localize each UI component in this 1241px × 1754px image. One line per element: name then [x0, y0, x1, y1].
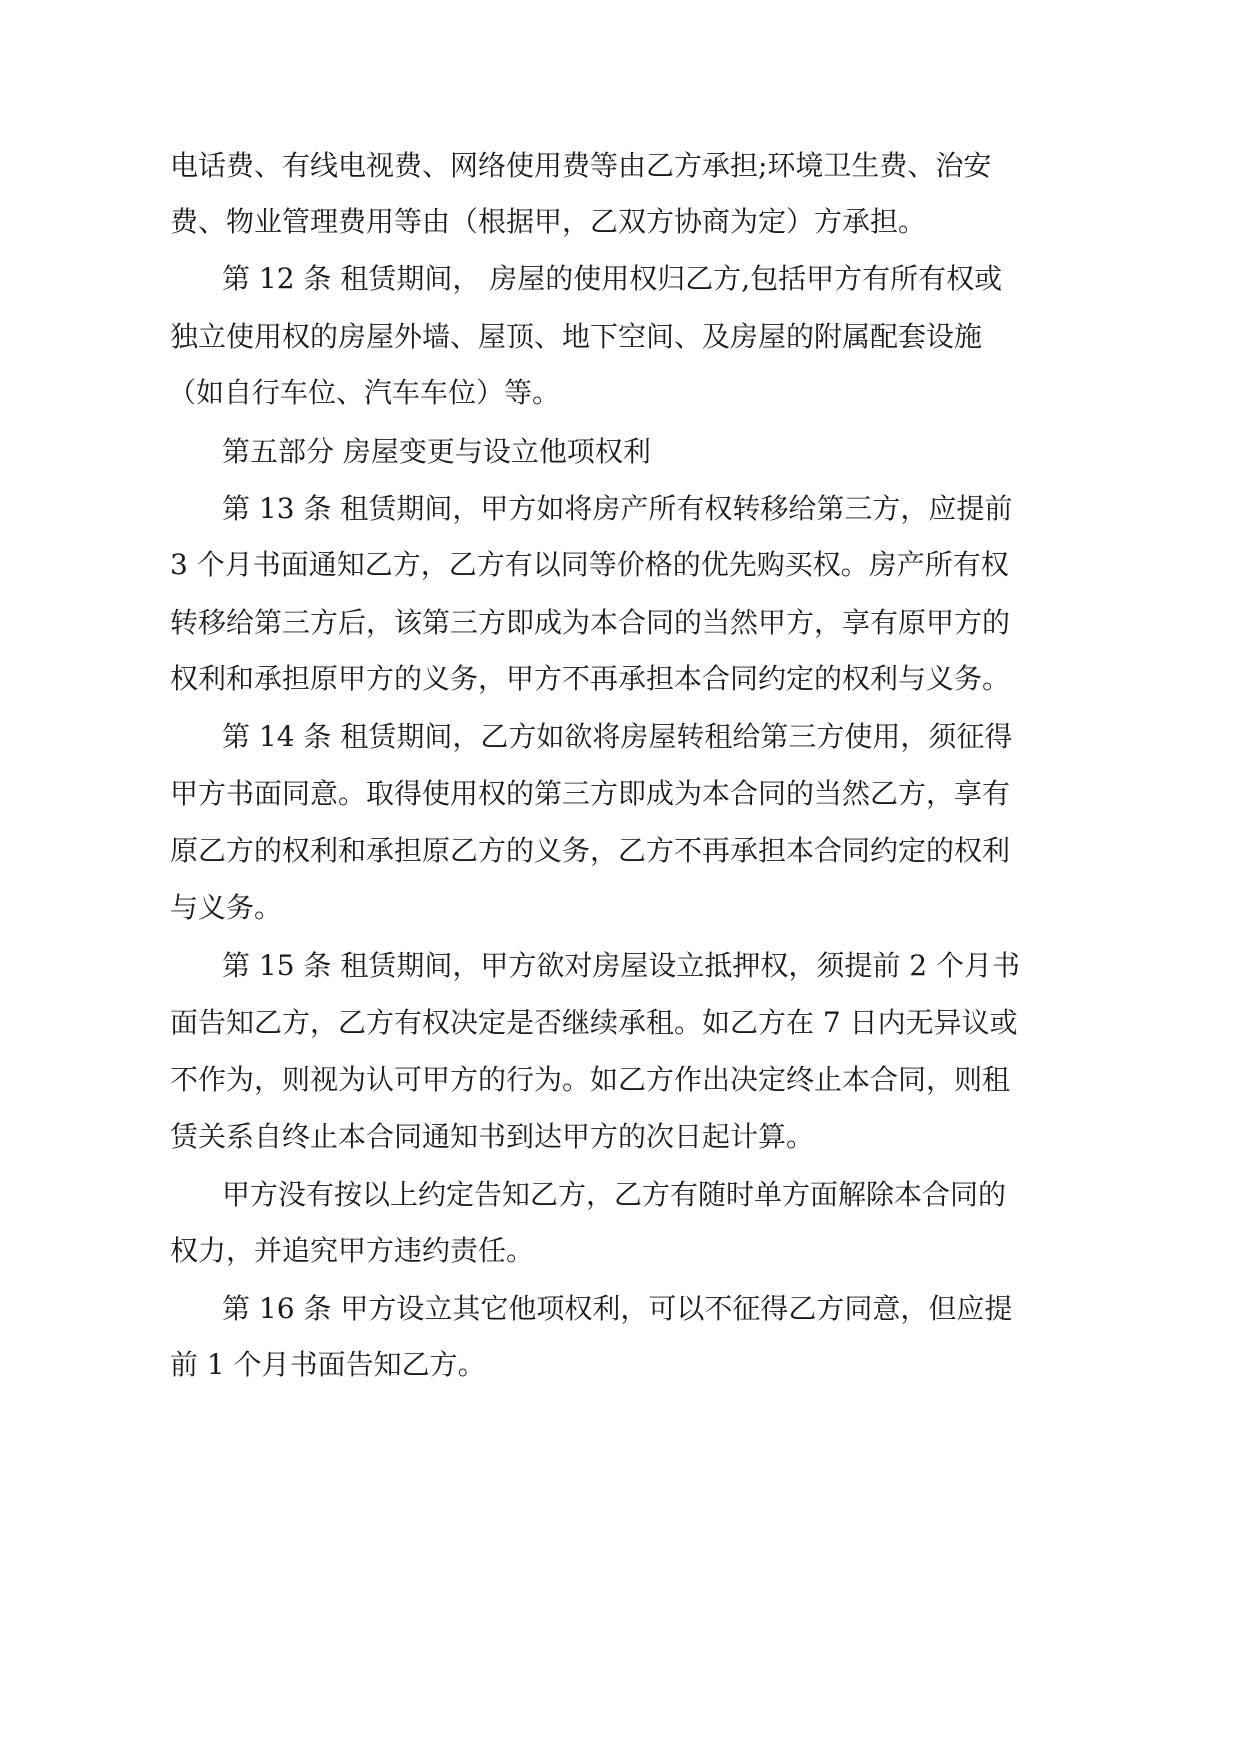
text-line [0, 774, 1241, 814]
text-line [0, 1231, 1241, 1271]
text-line-content: 与义务。 [170, 891, 283, 924]
text-line-content: 权力，并追究甲方违约责任。 [170, 1234, 535, 1267]
text-line [0, 659, 1241, 699]
text-line-content: 第 15 条 租赁期间，甲方欲对房屋设立抵押权，须提前 2 个月书 [222, 949, 1020, 982]
text-line [0, 317, 1241, 357]
text-line [0, 717, 1241, 757]
text-line-content: 面告知乙方，乙方有权决定是否继续承租。如乙方在 7 日内无异议或 [170, 1006, 1018, 1039]
text-line [0, 146, 1241, 186]
text-line [0, 831, 1241, 871]
text-line [0, 946, 1241, 986]
text-line-content: 独立使用权的房屋外墙、屋顶、地下空间、及房屋的附属配套设施 [170, 320, 983, 353]
text-line [0, 888, 1241, 928]
text-line [0, 1345, 1241, 1385]
text-line-content: 甲方没有按以上约定告知乙方，乙方有随时单方面解除本合同的 [222, 1178, 1007, 1211]
section-heading-text: 第五部分 房屋变更与设立他项权利 [222, 435, 651, 468]
text-line [0, 373, 1241, 413]
text-line-content: 不作为，则视为认可甲方的行为。如乙方作出决定终止本合同，则租 [170, 1063, 1011, 1096]
text-line [0, 1003, 1241, 1043]
text-line-content: 第 16 条 甲方设立其它他项权利，可以不征得乙方同意，但应提 [222, 1292, 1013, 1325]
text-line [0, 545, 1241, 585]
text-line-content: 3 个月书面通知乙方，乙方有以同等价格的优先购买权。房产所有权 [170, 548, 1009, 581]
text-line-content: 赁关系自终止本合同通知书到达甲方的次日起计算。 [170, 1120, 815, 1153]
text-line-content: 甲方书面同意。取得使用权的第三方即成为本合同的当然乙方，享有 [170, 777, 1011, 810]
section-heading [0, 432, 1241, 472]
text-line-content: 第 12 条 租赁期间， 房屋的使用权归乙方,包括甲方有所有权或 [222, 262, 1003, 295]
text-line [0, 489, 1241, 529]
text-line [0, 259, 1241, 299]
text-line [0, 1289, 1241, 1329]
text-line-content: 第 14 条 租赁期间，乙方如欲将房屋转租给第三方使用，须征得 [222, 720, 1013, 753]
text-line [0, 1175, 1241, 1215]
text-line-content: 电话费、有线电视费、网络使用费等由乙方承担;环境卫生费、治安 [170, 149, 992, 182]
text-line-content: 原乙方的权利和承担原乙方的义务，乙方不再承担本合同约定的权利 [170, 834, 1011, 867]
text-line [0, 1060, 1241, 1100]
text-line-content: 权利和承担原甲方的义务，甲方不再承担本合同约定的权利与义务。 [170, 662, 1011, 695]
text-line [0, 1117, 1241, 1157]
text-line [0, 603, 1241, 643]
text-line-content: 第 13 条 租赁期间，甲方如将房产所有权转移给第三方，应提前 [222, 492, 1013, 525]
text-line-content: 费、物业管理费用等由（根据甲，乙双方协商为定）方承担。 [170, 205, 927, 238]
text-line-content: （如自行车位、汽车车位）等。 [168, 376, 561, 409]
text-line-content: 转移给第三方后，该第三方即成为本合同的当然甲方，享有原甲方的 [170, 606, 1011, 639]
text-line [0, 202, 1241, 242]
text-line-content: 前 1 个月书面告知乙方。 [170, 1348, 486, 1381]
